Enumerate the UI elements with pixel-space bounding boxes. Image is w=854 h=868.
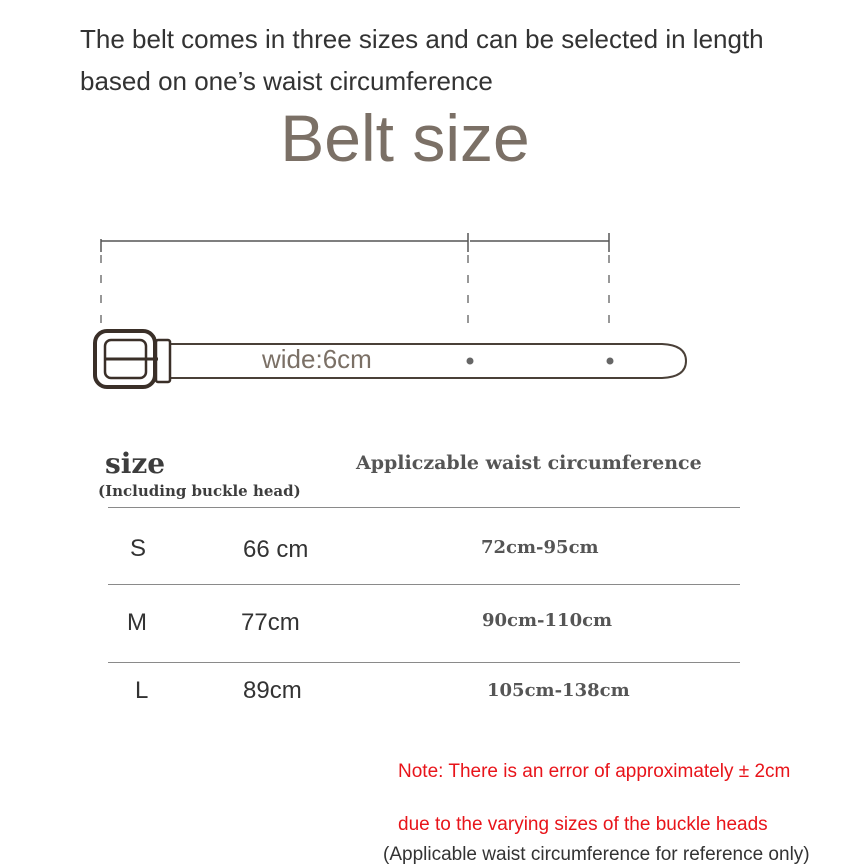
dimension-line [101, 233, 609, 252]
table-divider [108, 507, 740, 508]
size-column-subheader: (Including buckle head) [98, 482, 301, 500]
belt-hole-1 [467, 358, 474, 365]
size-cell-l: L [135, 677, 149, 704]
waist-cell-l: 105cm-138cm [487, 680, 630, 701]
length-cell-l: 89cm [243, 677, 302, 704]
intro-text [80, 18, 820, 102]
dashed-guides [101, 255, 609, 327]
waist-column-header: Appliczable waist circumference [356, 452, 702, 474]
intro-line-1: The belt comes in three sizes and can be selected in length [80, 24, 764, 54]
size-column-header: size [105, 447, 166, 480]
width-label: wide:6cm [262, 344, 372, 374]
length-cell-m: 77cm [241, 609, 300, 636]
table-divider [108, 662, 740, 663]
note-line-2: due to the varying sizes of the buckle heads [398, 814, 768, 835]
length-cell-s: 66 cm [243, 536, 309, 563]
intro-line-2: based on one’s waist circumference [80, 66, 493, 96]
belt-keeper [156, 340, 170, 382]
size-cell-s: S [130, 535, 147, 562]
waist-cell-m: 90cm-110cm [482, 610, 613, 631]
note-line-3: (Applicable waist circumference for reference only) [383, 844, 810, 865]
table-divider [108, 584, 740, 585]
note-line-1: Note: There is an error of approximately ± 2cm [398, 761, 791, 782]
waist-cell-s: 72cm-95cm [481, 537, 599, 558]
belt-diagram [0, 215, 854, 415]
size-cell-m: M [127, 609, 147, 636]
belt-hole-2 [607, 358, 614, 365]
page-title: Belt size [280, 101, 530, 175]
